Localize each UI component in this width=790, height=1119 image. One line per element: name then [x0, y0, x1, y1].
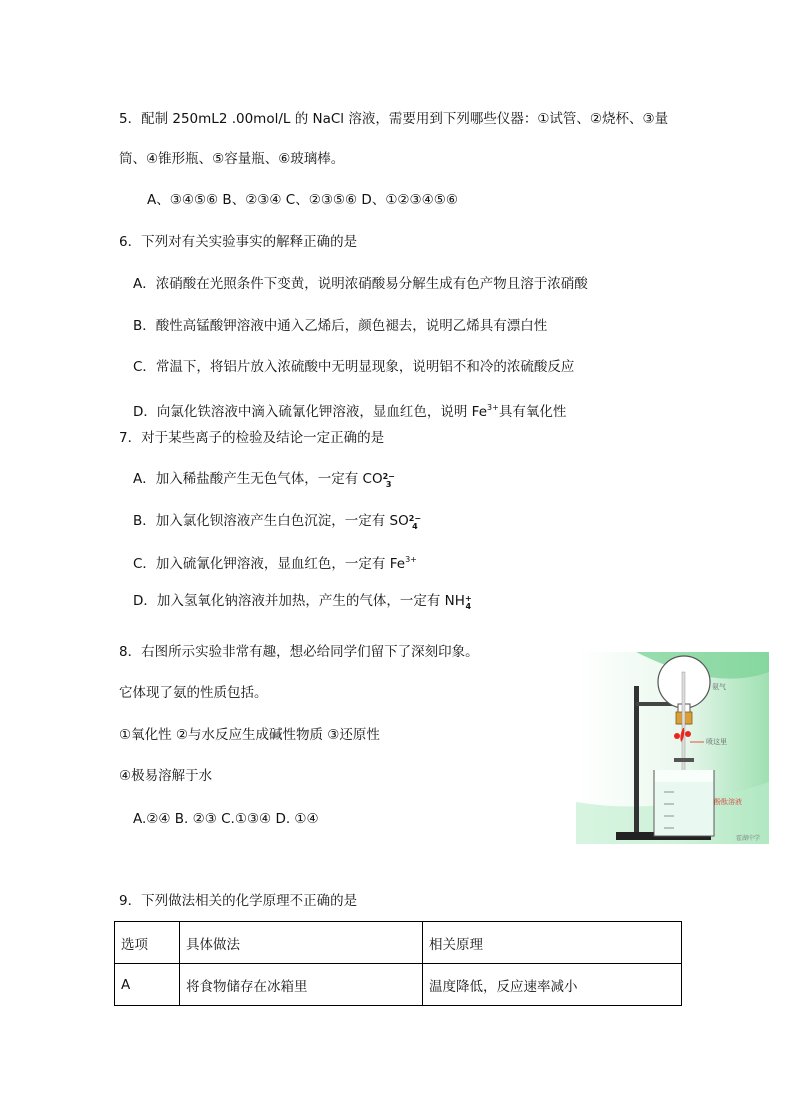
label-phenolphthalein: 酚酞溶液 [714, 798, 742, 806]
q7-option-b [133, 512, 421, 531]
table-cell: 将食物储存在冰箱里 [180, 964, 423, 1006]
q7-c-text: C．加入硫氰化钾溶液，显血红色，一定有 Fe [133, 556, 406, 572]
q7-b-text: B．加入氯化钡溶液产生白色沉淀，一定有 SO [133, 513, 409, 529]
label-ammonia: 氨气 [712, 683, 726, 691]
table-cell: 温度降低，反应速率减小 [423, 964, 682, 1006]
q6-d-text-end: 具有氧化性 [498, 404, 567, 420]
q7-c-charge: 3+ [405, 555, 417, 564]
table-cell: A [115, 964, 180, 1006]
q6-stem: 6．下列对有关实验事实的解释正确的是 [119, 234, 358, 250]
q7-a-ion-charge: 2− 3 [382, 472, 395, 489]
q8-options: A.②④ B. ②③ C.①③④ D. ①④ [133, 811, 319, 827]
q8-line1: 8．右图所示实验非常有趣，想必给同学们留下了深刻印象。 [119, 644, 479, 660]
table-header-cell: 选项 [115, 922, 180, 964]
q7-d-text: D．加入氢氧化钠溶液并加热，产生的气体，一定有 NH [133, 593, 465, 609]
q9-stem: 9．下列做法相关的化学原理不正确的是 [119, 893, 358, 909]
label-school: 霍湖中学 [736, 835, 761, 842]
q7-stem: 7．对于某些离子的检验及结论一定正确的是 [119, 430, 385, 446]
fountain-experiment-figure [576, 652, 769, 844]
table-header-cell: 具体做法 [180, 922, 423, 964]
q5-line2: 筒、④锥形瓶、⑤容量瓶、⑥玻璃棒。 [119, 151, 345, 167]
q5-options: A、③④⑤⑥ B、②③④ C、②③⑤⑥ D、①②③④⑤⑥ [147, 192, 458, 208]
q7-option-c [133, 551, 417, 573]
beaker-solution [655, 782, 713, 835]
q6-d-charge: 3+ [487, 403, 499, 412]
table-header-row [115, 922, 682, 964]
q7-option-a [133, 470, 395, 489]
red-drop [674, 733, 680, 739]
label-spray-here: 喷这里 [706, 738, 727, 746]
q6-option-a: A．浓硝酸在光照条件下变黄，说明浓硝酸易分解生成有色产物且溶于浓硝酸 [133, 276, 588, 292]
q5-line1: 5．配制 250mL2 .00mol/L 的 NaCl 溶液，需要用到下列哪些仪器：①试管、②烧杯、③量 [119, 111, 669, 127]
q6-option-d [133, 399, 566, 421]
q7-d-ion-charge: + 4 [464, 594, 472, 611]
table-row [115, 964, 682, 1006]
q7-b-ion-charge: 2− 4 [408, 514, 422, 531]
table-header-cell: 相关原理 [423, 922, 682, 964]
red-drop [685, 731, 691, 737]
q6-option-b: B．酸性高锰酸钾溶液中通入乙烯后，颜色褪去，说明乙烯具有漂白性 [133, 318, 548, 334]
q8-line2: 它体现了氨的性质包括。 [119, 685, 268, 701]
q7-option-d [133, 592, 472, 611]
q7-a-text: A．加入稀盐酸产生无色气体，一定有 CO [133, 471, 383, 487]
dropper-clamp [674, 758, 694, 762]
q6-d-text: D．向氯化铁溶液中滴入硫氰化钾溶液，显血红色，说明 Fe [133, 404, 488, 420]
stand-rod [634, 686, 639, 836]
q9-table [114, 921, 682, 1006]
q8-line3: ①氧化性 ②与水反应生成碱性物质 ③还原性 [119, 727, 380, 743]
q6-option-c: C．常温下，将铝片放入浓硫酸中无明显现象，说明铝不和冷的浓硫酸反应 [133, 359, 575, 375]
q8-line4: ④极易溶解于水 [119, 768, 213, 784]
